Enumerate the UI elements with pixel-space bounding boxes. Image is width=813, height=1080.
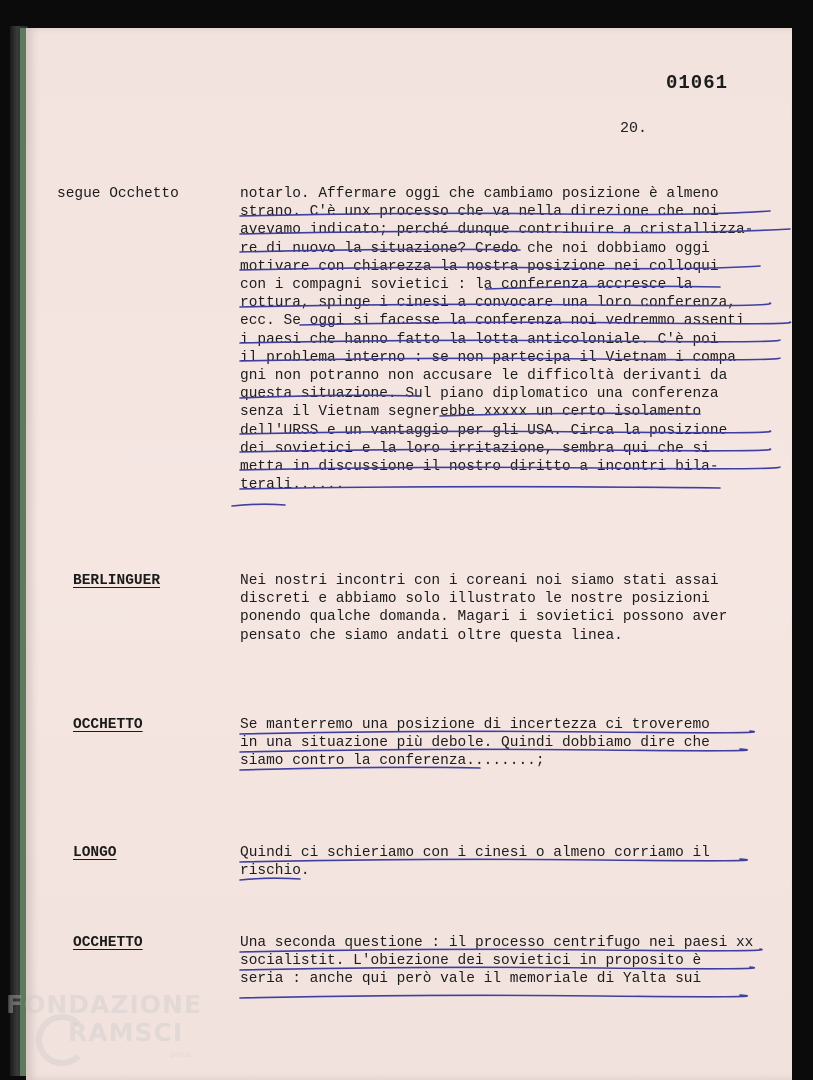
text-line: Una seconda questione : il processo centrifugo nei paesi xx: [240, 935, 754, 951]
text-line: ecc. Se oggi si facesse la conferenza noi vedremmo assenti: [240, 313, 745, 330]
text-line: dei sovietici e la loro irritazione, sembra qui che si: [240, 440, 710, 457]
watermark-logo: [6, 990, 216, 1070]
text-line: senza il Vietnam segnerebbe xxxxx un certo isolamento: [240, 404, 702, 421]
text-line: rischio.: [240, 863, 310, 880]
text-line: i paesi che hanno fatto la lotta anticoloniale. C'è poi: [240, 331, 719, 348]
speaker-label: OCCHETTO: [73, 935, 143, 951]
text-line: il problema interno : se non partecipa il Vietnam i compa: [240, 349, 736, 366]
text-line: rottura, spinge i cinesi a convocare una loro conferenza,: [240, 295, 736, 312]
text-line: seria : anche qui però vale il memoriale di Yalta sui: [240, 971, 702, 988]
text-line: con i compagni sovietici : la conferenza accresce la: [240, 277, 693, 294]
speaker-label: BERLINGUER: [73, 573, 161, 589]
text-line: siamo contro la conferenza........;: [240, 753, 545, 770]
text-line: discreti e abbiamo solo illustrato le nostre posizioni: [240, 591, 710, 608]
text-line: socialistit. L'obiezione dei sovietici in proposito è: [240, 953, 702, 970]
text-line: notarlo. Affermare oggi che cambiamo posizione è almeno: [240, 186, 719, 202]
text-line: pensato che siamo andati oltre questa linea.: [240, 627, 623, 644]
text-line: re di nuovo la situazione? Credo che noi dobbiamo oggi: [240, 240, 710, 257]
speaker-label: OCCHETTO: [73, 717, 143, 733]
text-line: gni non potranno non accusare le difficoltà derivanti da: [240, 368, 728, 385]
text-line: questa situazione. Sul piano diplomatico una conferenza: [240, 386, 719, 403]
text-line: ponendo qualche domanda. Magari i sovietici possono aver: [240, 609, 728, 626]
document-number: 01061: [666, 72, 729, 94]
speaker-label: LONGO: [73, 845, 117, 861]
text-line: Se manterremo una posizione di incertezza ci troveremo: [240, 717, 710, 733]
watermark-text-bottom: RAMSCI: [68, 1018, 184, 1047]
text-line: Nei nostri incontri con i coreani noi siamo stati assai: [240, 573, 719, 589]
text-line: motivare con chiarezza la nostra posizione nei colloqui: [240, 258, 719, 275]
speaker-label: segue Occhetto: [57, 186, 179, 202]
watermark-small-text: onlus: [170, 1050, 192, 1059]
text-line: Quindi ci schieriamo con i cinesi o almeno corriamo il: [240, 845, 710, 861]
text-line: terali......: [240, 477, 345, 494]
speech-block: [240, 716, 795, 771]
watermark-text-top: FONDAZIONE: [6, 990, 203, 1019]
text-line: dell'URSS e un vantaggio per gli USA. Circa la posizione: [240, 422, 728, 439]
speech-block: [240, 844, 795, 880]
speech-block: [240, 934, 795, 989]
speech-block: [240, 572, 795, 645]
text-line: avevamo indicato; perché dunque contribuire a cristallizza-: [240, 222, 754, 239]
text-line: in una situazione più debole. Quindi dobbiamo dire che: [240, 735, 710, 752]
page-number: 20.: [620, 120, 648, 137]
text-line: strano. C'è unx processo che va nella direzione che noi: [240, 204, 719, 221]
speech-block: [240, 185, 795, 494]
text-line: metta in discussione il nostro diritto a incontri bila-: [240, 459, 719, 476]
